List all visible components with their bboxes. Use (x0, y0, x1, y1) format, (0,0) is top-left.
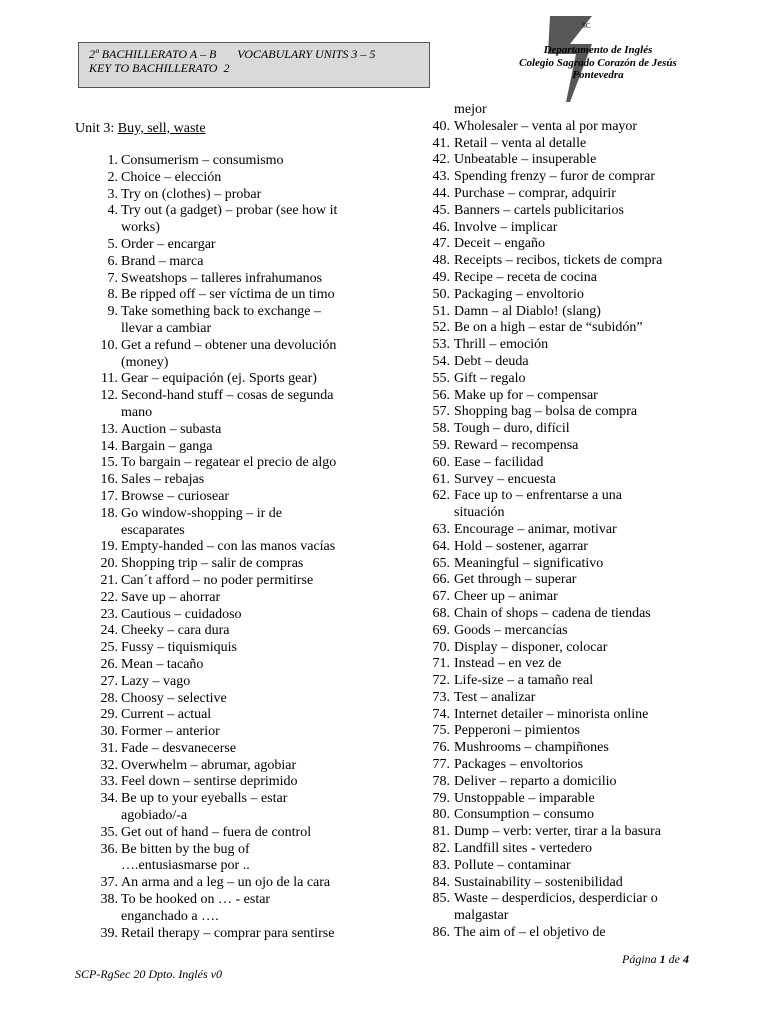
vocab-text: Brand – marca (121, 253, 204, 269)
vocab-text: Be ripped off – ser víctima de un timo (121, 287, 335, 303)
vocab-item (426, 824, 662, 841)
vocab-number: 13. (100, 421, 118, 437)
vocab-item (94, 170, 337, 187)
vocab-text: Choice – elección (121, 169, 222, 185)
vocab-number: 30. (100, 724, 118, 740)
vocab-text: Packaging – envoltorio (454, 286, 584, 302)
vocab-number: 2. (107, 169, 118, 185)
vocab-number: 12. (100, 388, 118, 404)
vocab-item (94, 741, 337, 758)
vocab-number: 51. (432, 303, 450, 319)
page-total: 4 (683, 952, 689, 966)
vocab-text: Current – actual (121, 707, 212, 723)
vocab-number: 18. (100, 505, 118, 521)
vocab-item (426, 152, 662, 169)
vocab-number: 23. (100, 606, 118, 622)
vocab-text: Get out of hand – fuera de control (121, 824, 312, 840)
vocab-number: 74. (432, 706, 450, 722)
vocab-number: 37. (100, 875, 118, 891)
vocab-number: 14. (100, 438, 118, 454)
vocab-item (426, 707, 662, 724)
vocab-text: Bargain – ganga (121, 438, 213, 454)
vocab-item (426, 925, 662, 942)
vocab-item (426, 337, 662, 354)
vocab-text: Landfill sites - vertedero (454, 841, 593, 857)
vocab-text: Damn – al Diablo! (slang) (454, 303, 601, 319)
vocab-number: 24. (100, 623, 118, 639)
vocab-text: Thrill – emoción (454, 337, 549, 353)
vocab-item (94, 371, 337, 388)
vocab-item (426, 589, 662, 606)
school-name: Colegio Sagrado Corazón de Jesús (519, 56, 677, 69)
vocab-number: 58. (432, 421, 450, 437)
vocab-text: Order – encargar (121, 236, 216, 252)
vocab-number: 62. (432, 488, 450, 504)
vocab-item (94, 724, 337, 741)
vocab-number: 72. (432, 673, 450, 689)
logo-text: SC (582, 22, 591, 30)
vocab-number: 19. (100, 539, 118, 555)
vocab-text: Lazy – vago (121, 673, 191, 689)
vocab-number: 39. (100, 925, 118, 941)
vocab-text: Can´t afford – no poder permitirse (121, 572, 314, 588)
vocab-text: Fussy – tiquismiquis (121, 640, 237, 656)
vocab-text: Face up to – enfrentarse a una situación (454, 488, 622, 521)
vocab-text: Get through – superar (454, 572, 577, 588)
vocab-number: 70. (432, 639, 450, 655)
vocab-text: Mean – tacaño (121, 656, 204, 672)
vocab-text: Sustainability – sostenibilidad (454, 874, 623, 890)
vocab-item (426, 287, 662, 304)
vocab-item (94, 774, 337, 791)
vocab-text: Shopping trip – salir de compras (121, 556, 304, 572)
vocab-text: Receipts – recibos, tickets de compra (454, 253, 663, 269)
vocab-item (94, 472, 337, 489)
vocab-item (94, 791, 337, 825)
vocab-number: 33. (100, 774, 118, 790)
vocab-text: Unstoppable – imparable (454, 790, 595, 806)
vocab-text: Try on (clothes) – probar (121, 186, 262, 202)
unit-prefix: Unit 3: (75, 121, 118, 136)
vocab-number: 81. (432, 824, 450, 840)
vocab-number: 16. (100, 472, 118, 488)
vocab-number: 73. (432, 689, 450, 705)
vocab-item (426, 455, 662, 472)
vocab-text: Pollute – contaminar (454, 857, 571, 873)
vocab-number: 83. (432, 857, 450, 873)
vocab-item (426, 757, 662, 774)
vocab-text: Instead – en vez de (454, 656, 562, 672)
vocab-item (426, 388, 662, 405)
vocab-item (94, 657, 337, 674)
vocab-text: Consumerism – consumismo (121, 153, 284, 168)
vocab-item (426, 220, 662, 237)
vocab-item (426, 774, 662, 791)
vocab-number: 34. (100, 791, 118, 807)
page-of: de (665, 952, 683, 966)
vocab-number: 26. (100, 656, 118, 672)
vocab-text: Involve – implicar (454, 219, 558, 235)
vocab-number: 85. (432, 891, 450, 907)
vocab-number: 43. (432, 169, 450, 185)
vocab-item (94, 203, 337, 237)
vocab-number: 22. (100, 589, 118, 605)
header-box (78, 42, 430, 88)
vocab-item (426, 354, 662, 371)
footer-code: SCP-RgSec 20 Dpto. Inglés v0 (75, 967, 222, 981)
vocab-number: 78. (432, 773, 450, 789)
vocab-text: Wholesaler – venta al por mayor (454, 118, 638, 134)
vocab-number: 66. (432, 572, 450, 588)
vocab-number: 45. (432, 202, 450, 218)
vocab-item (426, 572, 662, 589)
vocab-text: Goods – mercancías (454, 622, 568, 638)
vocab-text: Hold – sostener, agarrar (454, 538, 588, 554)
vocab-text: Test – analizar (454, 689, 536, 705)
department-block (478, 44, 718, 82)
vocab-item (426, 438, 662, 455)
vocab-item (426, 404, 662, 421)
vocab-number: 77. (432, 757, 450, 773)
vocab-item (426, 236, 662, 253)
vocab-number: 75. (432, 723, 450, 739)
vocab-text: The aim of – el objetivo de (454, 925, 606, 941)
vocab-number: 25. (100, 640, 118, 656)
vocab-text: Feel down – sentirse deprimido (121, 774, 298, 790)
vocab-text: Make up for – compensar (454, 387, 598, 403)
vocab-number: 32. (100, 757, 118, 773)
vocab-text: Consumption – consumo (454, 807, 595, 823)
vocab-item (426, 253, 662, 270)
vocab-text: Take something back to exchange – llevar a cambiar (121, 304, 322, 336)
vocab-number: 47. (432, 236, 450, 252)
vocab-number: 5. (107, 236, 118, 252)
vocab-number: 80. (432, 807, 450, 823)
vocab-item (94, 254, 337, 271)
vocab-item (426, 623, 662, 640)
vocabulary-list-right (426, 102, 662, 942)
vocab-number: 59. (432, 437, 450, 453)
vocab-number: 65. (432, 555, 450, 571)
vocab-text: Reward – recompensa (454, 437, 579, 453)
vocab-text: Go window-shopping – ir de escaparates (121, 505, 282, 538)
page-number (622, 952, 689, 967)
vocab-text: Pepperoni – pimientos (454, 723, 580, 739)
vocab-number: 49. (432, 269, 450, 285)
vocab-text: Former – anterior (121, 724, 220, 740)
vocab-item (94, 153, 337, 170)
vocab-item (426, 488, 662, 522)
vocab-text: Sales – rebajas (121, 472, 205, 488)
vocab-item (94, 640, 337, 657)
vocab-number: 55. (432, 370, 450, 386)
header-line-1: 2º BACHILLERATO A – B VOCABULARY UNITS 3 – 5 (89, 47, 376, 61)
vocab-text: Sweatshops – talleres infrahumanos (121, 270, 323, 286)
vocab-item (94, 926, 337, 943)
vocab-item (426, 102, 662, 119)
vocab-number: 46. (432, 219, 450, 235)
vocab-text: Browse – curiosear (121, 488, 230, 504)
vocab-item (426, 891, 662, 925)
vocab-number: 52. (432, 320, 450, 336)
vocab-text: Banners – cartels publicitarios (454, 202, 624, 218)
vocab-text: Second-hand stuff – cosas de segunda mano (121, 388, 334, 420)
vocab-text: Waste – desperdicios, desperdiciar o malgastar (454, 891, 658, 924)
header-line-2: KEY TO BACHILLERATO 2 (89, 61, 230, 75)
vocab-item (426, 640, 662, 657)
vocab-text: Deliver – reparto a domicilio (454, 773, 617, 789)
vocab-number: 3. (107, 186, 118, 202)
vocab-number: 29. (100, 707, 118, 723)
vocab-number: 53. (432, 337, 450, 353)
vocab-number: 10. (100, 337, 118, 353)
page-current: 1 (659, 952, 666, 966)
vocab-text: Encourage – animar, motivar (454, 521, 617, 537)
vocab-text: Shopping bag – bolsa de compra (454, 404, 638, 420)
vocab-item (94, 539, 337, 556)
vocab-number: 50. (432, 286, 450, 302)
vocab-number: 63. (432, 521, 450, 537)
vocab-item (426, 656, 662, 673)
unit-topic: Buy, sell, waste (117, 121, 206, 136)
vocab-item (426, 723, 662, 740)
vocab-number: 84. (432, 874, 450, 890)
vocab-item (426, 320, 662, 337)
vocab-text: Cheer up – animar (454, 589, 558, 605)
vocab-item (426, 186, 662, 203)
vocab-item (94, 842, 337, 876)
vocab-item (94, 439, 337, 456)
vocab-number: 68. (432, 605, 450, 621)
vocab-item (426, 841, 662, 858)
vocab-text: Chain of shops – cadena de tiendas (454, 605, 651, 621)
vocab-text: Spending frenzy – furor de comprar (454, 169, 655, 185)
vocab-item (94, 338, 337, 372)
vocab-number: 21. (100, 572, 118, 588)
vocab-item (426, 807, 662, 824)
vocab-number: 28. (100, 690, 118, 706)
unit-title (75, 120, 206, 137)
vocab-number: 61. (432, 471, 450, 487)
vocab-item (426, 203, 662, 220)
vocab-text: Choosy – selective (121, 690, 227, 706)
vocab-text: Be bitten by the bug of ….entusiasmarse por .. (121, 841, 250, 874)
vocab-text: Overwhelm – abrumar, agobiar (121, 757, 297, 773)
vocab-number: 69. (432, 622, 450, 638)
city-name: Pontevedra (572, 69, 624, 81)
vocab-item (94, 304, 337, 338)
vocab-text: Get a refund – obtener una devolución (money) (121, 337, 337, 370)
vocabulary-list-left (94, 153, 337, 942)
vocab-item (94, 573, 337, 590)
vocab-number: 71. (432, 656, 450, 672)
vocab-text: Dump – verb: verter, tirar a la basura (454, 824, 662, 840)
vocab-number: 8. (107, 287, 118, 303)
vocab-text: Internet detailer – minorista online (454, 706, 649, 722)
vocab-item (426, 690, 662, 707)
vocab-item (426, 858, 662, 875)
vocab-item (426, 606, 662, 623)
vocab-item (94, 271, 337, 288)
vocab-item (94, 388, 337, 422)
vocab-item (426, 136, 662, 153)
vocab-number: 79. (432, 790, 450, 806)
vocab-number: 56. (432, 387, 450, 403)
vocab-text: Purchase – comprar, adquirir (454, 185, 616, 201)
vocab-text: Unbeatable – insuperable (454, 152, 597, 168)
vocab-number: 60. (432, 454, 450, 470)
vocab-item (94, 607, 337, 624)
vocab-item (94, 623, 337, 640)
vocab-number: 27. (100, 673, 118, 689)
vocab-item (94, 691, 337, 708)
vocab-item (94, 758, 337, 775)
vocab-item (94, 590, 337, 607)
vocab-number: 7. (107, 270, 118, 286)
vocab-text: Packages – envoltorios (454, 757, 584, 773)
vocab-text: Life-size – a tamaño real (454, 673, 594, 689)
vocab-text: Retail therapy – comprar para sentirse (121, 925, 335, 941)
vocab-text: Recipe – receta de cocina (454, 269, 598, 285)
vocab-text: Auction – subasta (121, 421, 222, 437)
vocab-text: Retail – venta al detalle (454, 135, 587, 151)
vocab-item (94, 556, 337, 573)
vocab-number: 17. (100, 488, 118, 504)
department-name: Departamento de Inglés (543, 44, 653, 56)
vocab-number: 20. (100, 556, 118, 572)
vocab-text: Try out (a gadget) – probar (see how it works) (121, 203, 338, 236)
vocab-number: 67. (432, 589, 450, 605)
vocab-number: 11. (101, 371, 118, 387)
vocab-item (94, 237, 337, 254)
vocab-text: Tough – duro, difícil (454, 421, 570, 437)
vocab-item (94, 287, 337, 304)
vocab-text: Cheeky – cara dura (121, 623, 230, 639)
vocab-number: 1. (107, 153, 118, 168)
vocab-number: 4. (107, 203, 118, 219)
vocab-item (426, 522, 662, 539)
vocab-item (426, 673, 662, 690)
vocab-item (94, 455, 337, 472)
vocab-text: Save up – ahorrar (121, 589, 221, 605)
vocab-text: Fade – desvanecerse (121, 740, 237, 756)
vocab-text: Survey – encuesta (454, 471, 556, 487)
vocab-text: Be up to your eyeballs – estar agobiado/-a (121, 791, 288, 824)
vocab-number: 44. (432, 185, 450, 201)
vocab-text: Empty-handed – con las manos vacías (121, 539, 336, 555)
vocab-text: Cautious – cuidadoso (121, 606, 242, 622)
vocab-number: 54. (432, 353, 450, 369)
vocab-text: Be on a high – estar de “subidón” (454, 320, 643, 336)
vocab-item (426, 304, 662, 321)
vocab-item (94, 674, 337, 691)
vocab-number: 64. (432, 538, 450, 554)
vocab-number: 31. (100, 740, 118, 756)
vocab-item (426, 539, 662, 556)
vocab-number: 40. (432, 118, 450, 134)
vocab-text: Gift – regalo (454, 370, 526, 386)
vocab-text: Ease – facilidad (454, 454, 544, 470)
vocab-item (94, 875, 337, 892)
vocab-text: Display – disponer, colocar (454, 639, 608, 655)
vocab-number: 82. (432, 841, 450, 857)
vocab-number: 48. (432, 253, 450, 269)
vocab-text: An arma and a leg – un ojo de la cara (121, 875, 331, 891)
vocab-text: mejor (454, 102, 487, 117)
vocab-text: Gear – equipación (ej. Sports gear) (121, 371, 317, 387)
vocab-text: Meaningful – significativo (454, 555, 604, 571)
vocab-item (426, 169, 662, 186)
vocab-item (426, 270, 662, 287)
vocab-number: 35. (100, 824, 118, 840)
vocab-item (94, 489, 337, 506)
vocab-item (94, 422, 337, 439)
vocab-number: 38. (100, 892, 118, 908)
vocab-item (94, 187, 337, 204)
vocab-number: 86. (432, 925, 450, 941)
vocab-number: 15. (100, 455, 118, 471)
vocab-item (426, 371, 662, 388)
vocab-number: 6. (107, 253, 118, 269)
vocab-text: Mushrooms – champiñones (454, 740, 609, 756)
vocab-item (426, 875, 662, 892)
vocab-item (426, 472, 662, 489)
vocab-item (426, 421, 662, 438)
vocab-item (426, 119, 662, 136)
vocab-text: Debt – deuda (454, 353, 529, 369)
vocab-number: 76. (432, 740, 450, 756)
vocab-number: 9. (107, 304, 118, 320)
vocab-number: 36. (100, 841, 118, 857)
vocab-item (94, 707, 337, 724)
vocab-item (426, 740, 662, 757)
vocab-number: 42. (432, 152, 450, 168)
vocab-text: To bargain – regatear el precio de algo (121, 455, 337, 471)
vocab-number: 41. (432, 135, 450, 151)
vocab-text: To be hooked on … - estar enganchado a …. (121, 892, 271, 924)
vocab-text: Deceit – engaño (454, 236, 545, 252)
vocab-item (94, 506, 337, 540)
vocab-number: 57. (432, 404, 450, 420)
vocab-item (94, 892, 337, 926)
page-label: Página (622, 952, 660, 966)
vocab-item (426, 791, 662, 808)
vocab-item (94, 825, 337, 842)
vocab-item (426, 556, 662, 573)
